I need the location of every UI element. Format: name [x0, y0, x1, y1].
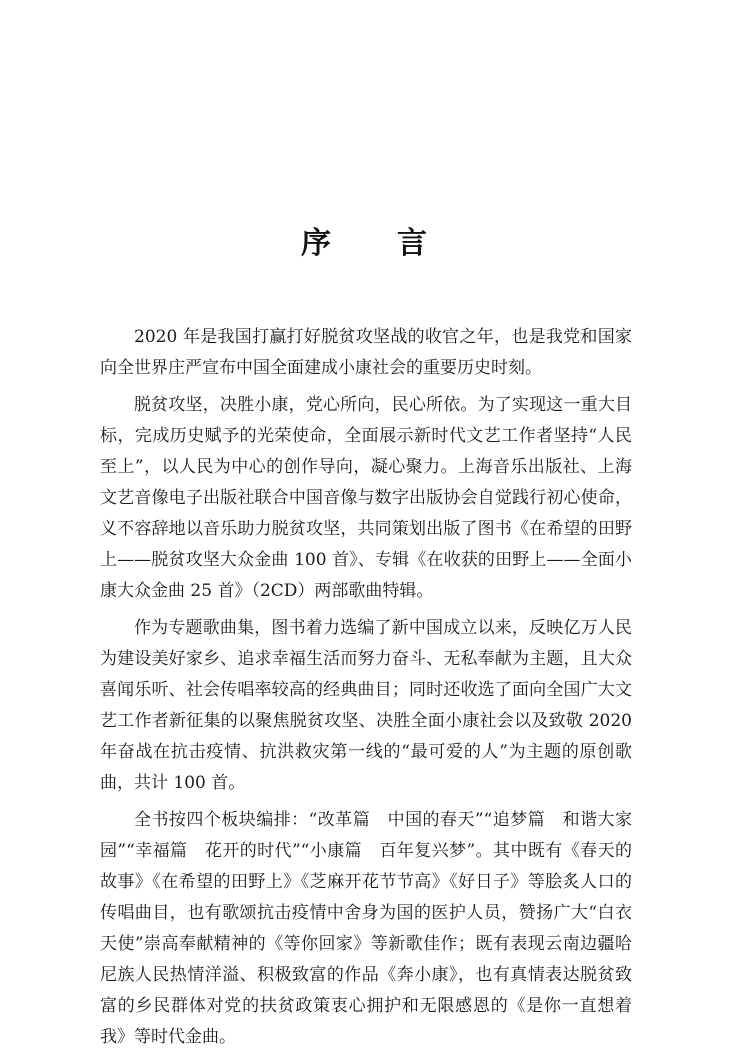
paragraph-3: 作为专题歌曲集，图书着力选编了新中国成立以来，反映亿万人民为建设美好家乡、追求幸福生活而努力奋斗、无私奉献为主题，且大众喜闻乐听、社会传唱率较高的经典曲目；同时还收选了面向全国广大文艺工作者新征集的以聚焦脱贫攻坚、决胜全面小康社会以及致敬 2020 年奋战在抗击疫情、抗洪救灾第一线的“最可爱的人”为主题的原创歌曲，共计 100 首。 — [100, 618, 632, 793]
paragraph-2: 脱贫攻坚，决胜小康，党心所向，民心所依。为了实现这一重大目标，完成历史赋予的光荣使命，全面展示新时代文艺工作者坚持“人民至上”，以人民为中心的创作导向，凝心聚力。上海音乐出版社、上海文艺音像电子出版社联合中国音像与数字出版协会自觉践行初心使命，义不容辞地以音乐助力脱贫攻坚，共同策划出版了图书《在希望的田野上——脱贫攻坚大众金曲 100 首》、专辑《在收获的田野上——全面小康大众金曲 25 首》（2CD）两部歌曲特辑。 — [100, 395, 632, 601]
preface-body — [100, 322, 632, 1059]
paragraph-4: 全书按四个板块编排：“改革篇 中国的春天”“追梦篇 和谐大家园”“幸福篇 花开的时代”“小康篇 百年复兴梦”。其中既有《春天的故事》《在希望的田野上》《芝麻开花节节高》《好日子》等脍炙人口的传唱曲目，也有歌颂抗击疫情中舍身为国的医护人员，赞扬广大“白衣天使”崇高奉献精神的《等你回家》等新歌佳作；既有表现云南边疆哈尼族人民热情洋溢、积极致富的作品《奔小康》，也有真情表达脱贫致富的乡民群体对党的扶贫政策衷心拥护和无限感恩的《是你一直想着我》等时代金曲。 — [100, 810, 632, 1047]
title-char-1: 序 — [301, 226, 333, 261]
paragraph-1: 2020 年是我国打赢打好脱贫攻坚战的收官之年，也是我党和国家向全世界庄严宣布中国全面建成小康社会的重要历史时刻。 — [100, 327, 632, 378]
title-char-2: 言 — [397, 226, 429, 261]
page-title — [0, 218, 730, 262]
